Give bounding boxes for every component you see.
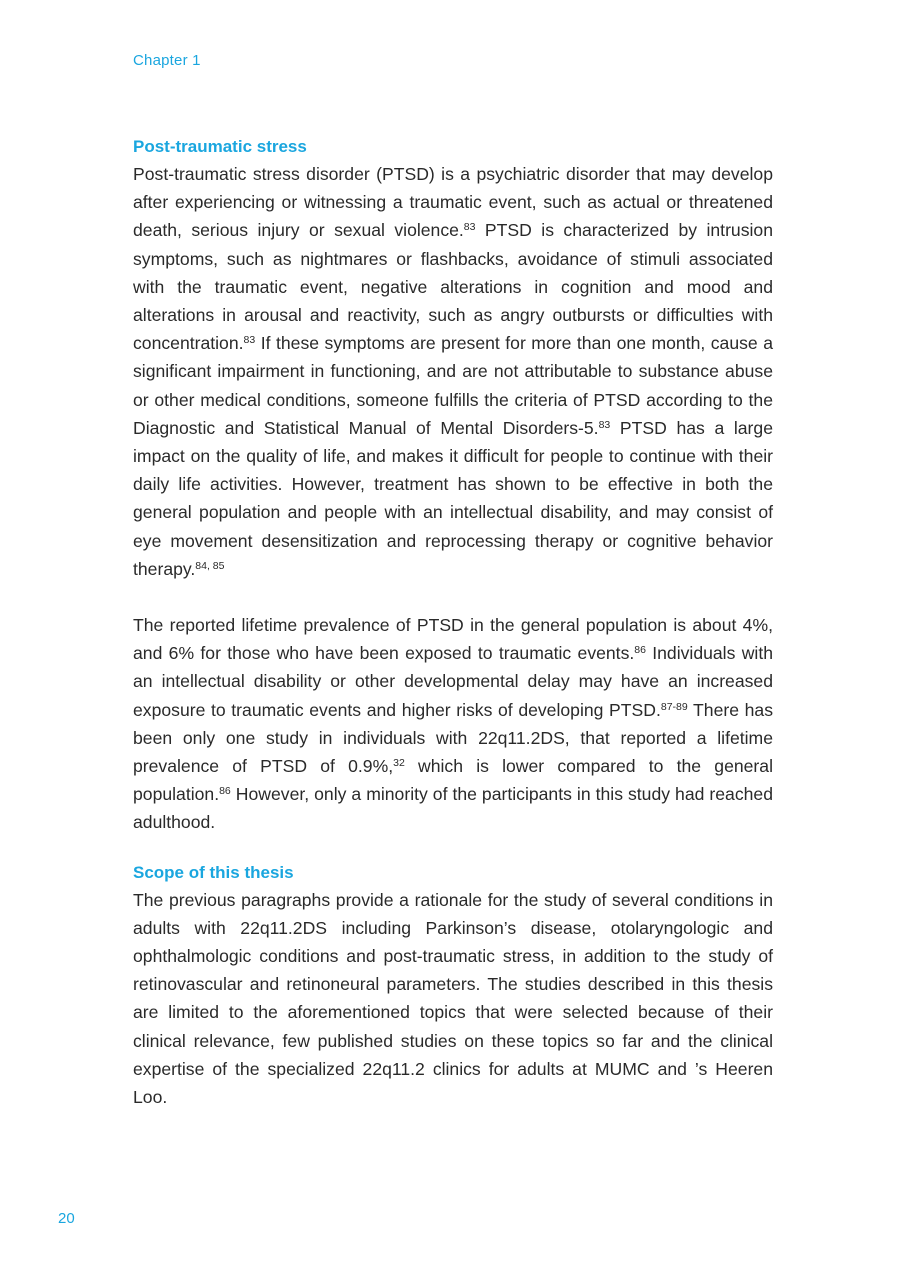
text-run: PTSD has a large impact on the quality of life, and makes it difficult for people to continue with their daily life activities. However, treatment has shown to be effective in both the general population and people with an intellectual disability, and may consist of eye movement desensitization and reprocessing therapy or cognitive behavior therapy.	[133, 417, 773, 579]
reference-superscript: 87-89	[660, 700, 688, 713]
text-run: There has been only one study in individuals with 22q11.2DS, that reported a lifetime prevalence of PTSD of 0.9%,	[133, 699, 773, 777]
text-run: However, only a minority of the participants in this study had reached adulthood.	[133, 784, 773, 833]
chapter-label: Chapter 1	[133, 52, 201, 69]
reference-superscript: 86	[634, 644, 646, 657]
text-run: Individuals with an intellectual disability or other developmental delay may have an increased exposure to traumatic events and higher risks of developing PTSD.	[133, 643, 773, 720]
reference-superscript: 86	[219, 785, 231, 798]
text-run: PTSD is characterized by intrusion symptoms, such as nightmares or flashbacks, avoidance of stimuli associated with the traumatic event, negative alterations in cognition and mood and alterations in arousal and reactivity, such as angry outbursts or difficulties with concentration.	[133, 220, 773, 354]
paragraph-ptsd-definition	[133, 160, 773, 583]
reference-superscript: 83	[463, 221, 476, 234]
reference-superscript: 84, 85	[195, 559, 225, 572]
text-run: Post-traumatic stress disorder (PTSD) is a psychiatric disorder that may develop after experiencing or witnessing a traumatic event, such as actual or threatened death, serious injury or sexual violence.	[133, 164, 773, 241]
heading-scope-of-thesis: Scope of this thesis	[133, 862, 294, 882]
text-run: The reported lifetime prevalence of PTSD in the general population is about 4%, and 6% for those who have been exposed to traumatic events.	[133, 615, 773, 664]
heading-post-traumatic-stress: Post-traumatic stress	[133, 137, 307, 156]
text-run: which is lower compared to the general population.	[133, 756, 773, 805]
body-content	[133, 133, 773, 1111]
reference-superscript: 83	[598, 418, 611, 431]
reference-superscript: 83	[243, 334, 256, 347]
paragraph-ptsd-prevalence	[133, 611, 773, 837]
reference-superscript: 32	[393, 757, 405, 770]
paragraph-scope: The previous paragraphs provide a rationale for the study of several conditions in adults with 22q11.2DS including Parkinson’s disease, otolaryngologic and ophthalmologic conditions and post-traumatic stress, in addition to the study of retinovascular and retinoneural parameters. The studies described in this thesis are limited to the aforementioned topics that were selected because of their clinical relevance, few published studies on these topics so far and the clinical expertise of the specialized 22q11.2 clinics for adults at MUMC and ’s Heeren Loo.	[133, 889, 773, 1108]
text-run: If these symptoms are present for more than one month, cause a significant impairment in functioning, and are not attributable to substance abuse or other medical conditions, someone fulfills the criteria of PTSD according to the Diagnostic and Statistical Manual of Mental Disorders-5.	[133, 333, 773, 438]
page-number: 20	[58, 1210, 75, 1227]
